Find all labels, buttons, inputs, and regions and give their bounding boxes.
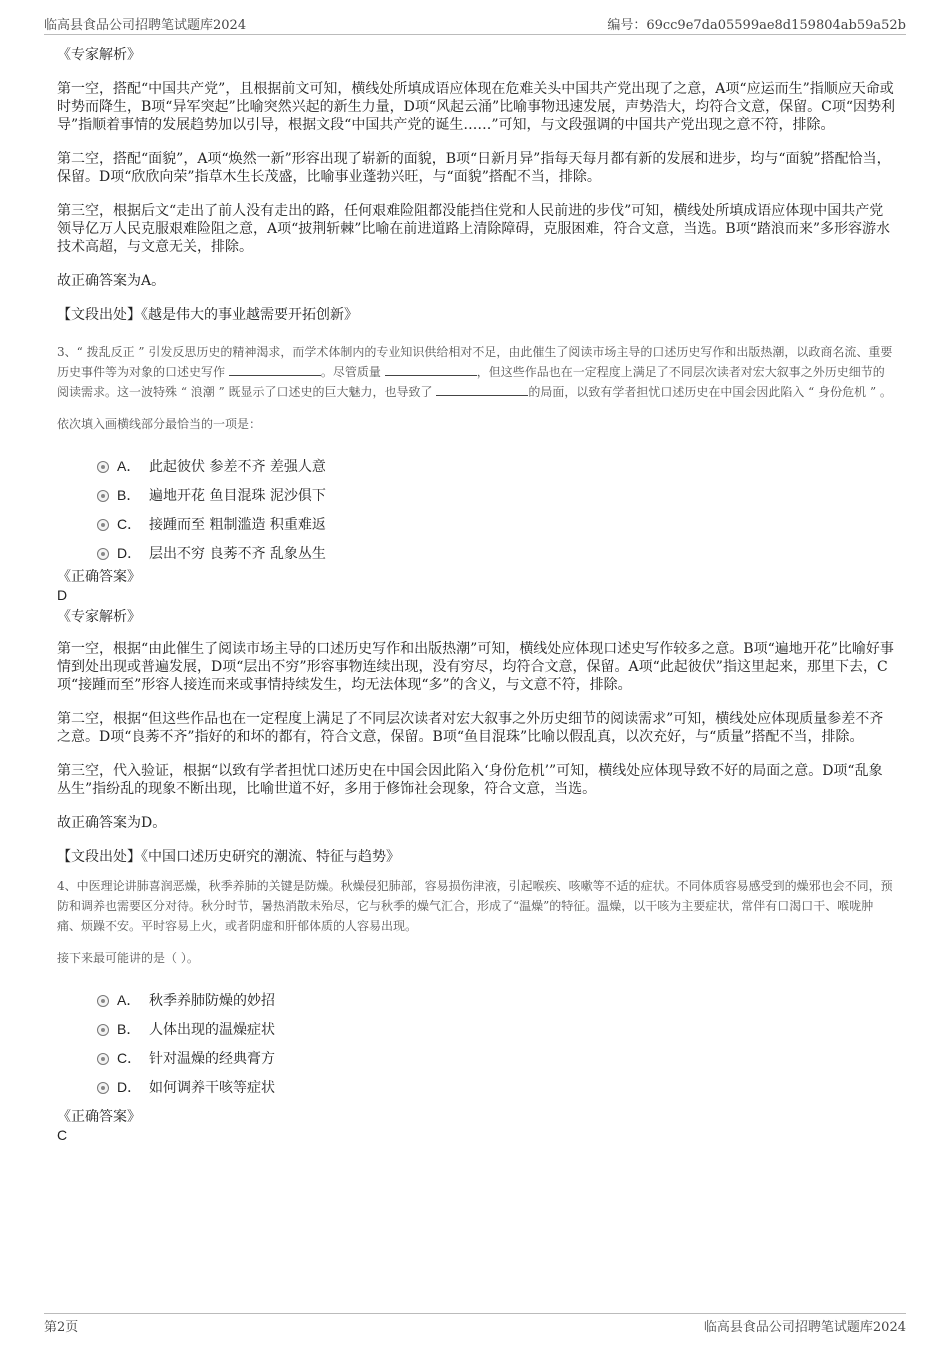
q3-option-c[interactable]: C． 接踵而至 粗制滥造 积重难返 bbox=[57, 510, 895, 539]
q4-option-c[interactable]: C． 针对温燥的经典膏方 bbox=[57, 1044, 895, 1073]
q4-answer-label: 《正确答案》 bbox=[57, 1109, 141, 1125]
q2-conclusion: 故正确答案为A。 bbox=[57, 273, 166, 289]
q4-stem: 4、中医理论讲肺喜润恶燥，秋季养肺的关键是防燥。秋燥侵犯肺部，容易损伤津液，引起喉疾、咳嗽等不适的症状。不同体质容易感受到的燥邪也会不同，预防和调养也需要区分对待。秋分时节，暑热消散未殆尽，它与秋季的燥气汇合，形成了“温燥”的特征。温燥，以干咳为主要症状，常伴有口渴口干、喉咙肿痛、烦躁不安。平时容易上火，或者阴虚和肝郁体质的人容易出现。 bbox=[57, 879, 893, 933]
q4-prompt: 接下来最可能讲的是（ ）。 bbox=[57, 951, 199, 965]
q3-blank-1 bbox=[229, 363, 321, 376]
q4-options bbox=[57, 986, 895, 1102]
q3-stem-part-1: 3、“ 拨乱反正 ” 引发反思历史的精神渴求，而学术体制内的专业知识供给相对不足，由此催生了阅读市场主导的口述历史写作和出版热潮，以政商名流、重要历史事件等为对象的口述史写作 bbox=[57, 345, 893, 379]
q3-answer: D bbox=[57, 587, 68, 603]
q4-option-d[interactable]: D． 如何调养干咳等症状 bbox=[57, 1073, 895, 1102]
q3-analysis-para-2: 第二空，根据“但这些作品也在一定程度上满足了不同层次读者对宏大叙事之外历史细节的阅读需求”可知，横线处应体现质量参差不齐之意。D项“良莠不齐”指好的和坏的都有，符合文意，保留。B项“鱼目混珠”比喻以假乱真，以次充好，与“质量”搭配不当，排除。 bbox=[57, 711, 884, 745]
q4-option-b[interactable]: B． 人体出现的温燥症状 bbox=[57, 1015, 895, 1044]
q4-answer: C bbox=[57, 1127, 68, 1143]
radio-icon[interactable] bbox=[97, 490, 109, 502]
q3-answer-label: 《正确答案》 bbox=[57, 569, 141, 585]
q2-analysis-label: 《专家解析》 bbox=[57, 47, 141, 63]
q3-stem-part-4: 的局面，以致有学者担忧口述历史在中国会因此陷入 “ 身份危机 ” 。 bbox=[528, 385, 892, 399]
radio-icon[interactable] bbox=[97, 995, 109, 1007]
q3-prompt: 依次填入画横线部分最恰当的一项是： bbox=[57, 417, 262, 431]
radio-icon[interactable] bbox=[97, 548, 109, 560]
q2-source: 【文段出处】《越是伟大的事业越需要开拓创新》 bbox=[57, 307, 358, 323]
radio-icon[interactable] bbox=[97, 1024, 109, 1036]
q3-option-a[interactable]: A． 此起彼伏 参差不齐 差强人意 bbox=[57, 452, 895, 481]
footer-title: 临高县食品公司招聘笔试题库2024 bbox=[703, 1320, 906, 1335]
radio-icon[interactable] bbox=[97, 1082, 109, 1094]
q3-option-d[interactable]: D． 层出不穷 良莠不齐 乱象丛生 bbox=[57, 539, 895, 568]
q2-analysis-para-1: 第一空，搭配“中国共产党”，且根据前文可知，横线处所填成语应体现在危难关头中国共产党出现了之意，A项“应运而生”指顺应天命或时势而降生，B项“异军突起”比喻突然兴起的新生力量，D项“风起云涌”比喻事物迅速发展，声势浩大，均符合文意，保留。C项“因势利导”指顺着事情的发展趋势加以引导，根据文段“中国共产党的诞生……”可知，与文段强调的中国共产党出现之意不符，排除。 bbox=[57, 81, 896, 133]
q3-analysis-para-1: 第一空，根据“由此催生了阅读市场主导的口述历史写作和出版热潮”可知，横线处应体现口述史写作较多之意。B项“遍地开花”比喻好事情到处出现或普遍发展，D项“层出不穷”形容事物连续出现，没有穷尽，均符合文意，保留。A项“此起彼伏”指这里起来，那里下去，C项“接踵而至”形容人接连而来或事情持续发生，均无法体现“多”的含义，与文意不符，排除。 bbox=[57, 641, 894, 693]
footer-page-number: 第2页 bbox=[44, 1320, 79, 1335]
q3-analysis-label: 《专家解析》 bbox=[57, 609, 141, 625]
q3-conclusion: 故正确答案为D。 bbox=[57, 815, 167, 831]
q3-stem-part-2: 。尽管质量 bbox=[320, 365, 381, 379]
q3-stem bbox=[57, 342, 895, 402]
page-content bbox=[57, 46, 895, 1144]
radio-icon[interactable] bbox=[97, 1053, 109, 1065]
q3-source: 【文段出处】《中国口述历史研究的潮流、特征与趋势》 bbox=[57, 849, 400, 865]
radio-icon[interactable] bbox=[97, 461, 109, 473]
q2-analysis-para-2: 第二空，搭配“面貌”，A项“焕然一新”形容出现了崭新的面貌，B项“日新月异”指每天每月都有新的发展和进步，均与“面貌”搭配恰当，保留。D项“欣欣向荣”指草木生长茂盛，比喻事业蓬勃兴旺，与“面貌”搭配不当，排除。 bbox=[57, 151, 891, 185]
page-footer bbox=[44, 1313, 906, 1335]
q3-stem-part-3: ，但这些作品也在一定程度上满足了不同层次读者对宏大叙事之外历史细节的阅读需求。这一波特殊 “ 浪潮 ” 既显示了口述史的巨大魅力，也导致了 bbox=[57, 365, 885, 399]
q4-option-a[interactable]: A． 秋季养肺防燥的妙招 bbox=[57, 986, 895, 1015]
page-header bbox=[44, 14, 906, 35]
q3-analysis-para-3: 第三空，代入验证，根据“以致有学者担忧口述历史在中国会因此陷入‘身份危机’”可知，横线处应体现导致不好的局面之意。D项“乱象丛生”指纷乱的现象不断出现，比喻世道不好，多用于修饰社会现象，符合文意，当选。 bbox=[57, 763, 883, 797]
q3-blank-3 bbox=[436, 383, 528, 396]
q2-analysis-para-3: 第三空，根据后文“走出了前人没有走出的路，任何艰难险阻都没能挡住党和人民前进的步伐”可知，横线处所填成语应体现中国共产党领导亿万人民克服艰难险阻之意，A项“披荆斩棘”比喻在前进道路上清除障碍，克服困难，符合文意，当选。B项“踏浪而来”多形容游水技术高超，与文意无关，排除。 bbox=[57, 203, 891, 255]
q3-blank-2 bbox=[385, 363, 477, 376]
radio-icon[interactable] bbox=[97, 519, 109, 531]
header-title: 临高县食品公司招聘笔试题库2024 bbox=[44, 18, 247, 33]
q3-option-b[interactable]: B． 遍地开花 鱼目混珠 泥沙俱下 bbox=[57, 481, 895, 510]
q3-options bbox=[57, 452, 895, 568]
header-code: 编号：69cc9e7da05599ae8d159804ab59a52b bbox=[607, 18, 906, 33]
